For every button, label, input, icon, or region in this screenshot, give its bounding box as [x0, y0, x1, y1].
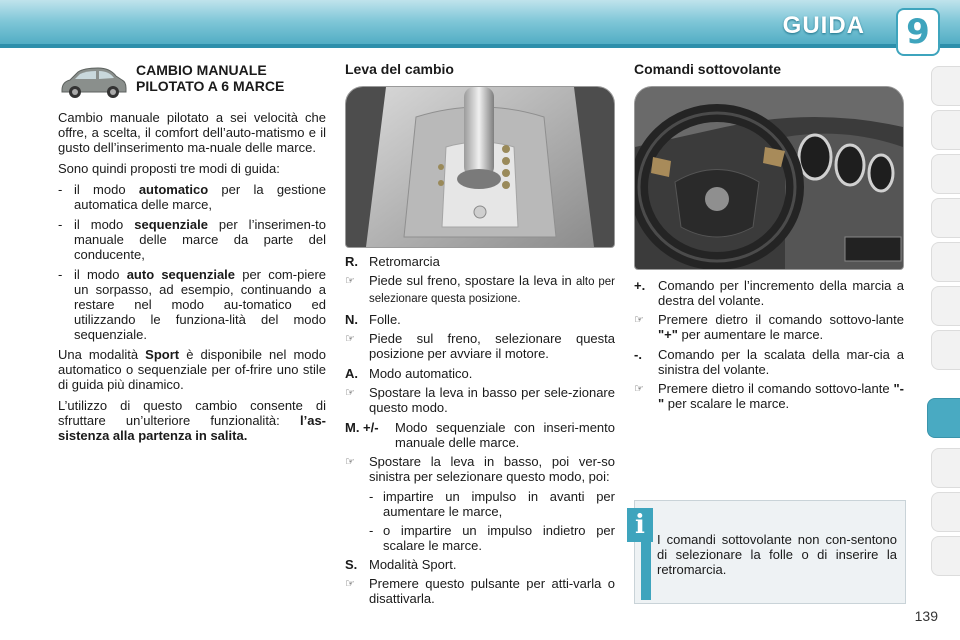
sub-step-up: - impartire un impulso in avanti per aumentare le marce,	[369, 489, 615, 519]
pointing-hand-icon: ☞	[345, 455, 355, 468]
modes-intro: Sono quindi proposti tre modi di guida:	[58, 161, 280, 176]
chapter-number-badge	[898, 10, 938, 54]
side-tab-strip	[928, 66, 960, 576]
def-n: N. Folle.	[345, 312, 401, 327]
def-a: A. Modo automatico.	[345, 366, 473, 381]
side-tab-2[interactable]	[931, 110, 960, 150]
def-r: R. Retromarcia	[345, 254, 440, 269]
mode-item-sequenziale: - il modo sequenziale per l’inserimen-to manuale delle marce da parte del conducente,	[58, 217, 326, 262]
step-minus: ☞ Premere dietro il comando sottovo-lante "-" per scalare le marce.	[634, 381, 904, 411]
side-tab-3[interactable]	[931, 154, 960, 194]
left-column	[58, 110, 326, 449]
side-tab-9-active[interactable]	[927, 398, 960, 438]
pointing-hand-icon: ☞	[345, 332, 355, 345]
mode-item-auto-sequenziale: - il modo auto sequenziale per com-piere un sorpasso, ad esempio, continuando a restare nel modo au-tomatico ed utilizzando le funziona-lità del modo sequenziale.	[58, 267, 327, 342]
step-r: ☞ Piede sul freno, spostare la leva in alto per selezionare questa posizione.	[345, 273, 615, 305]
gear-lever-illustration	[346, 87, 614, 247]
side-tab-6[interactable]	[931, 286, 960, 326]
left-title-block	[136, 62, 336, 94]
header-stripe	[0, 44, 960, 48]
middle-title-block	[345, 62, 615, 85]
paddle-title: Comandi sottovolante	[634, 61, 782, 77]
step-n: ☞ Piede sul freno, selezionare questa posizione per avviare il motore.	[345, 331, 615, 361]
sport-paragraph: Una modalità Sport è disponibile nel modo automatico o sequenziale per of-frire uno stile di guida più dinamico.	[58, 347, 326, 392]
side-tab-11[interactable]	[931, 492, 960, 532]
def-m: M. +/- Modo sequenziale con inseri-mento manuale delle marce.	[345, 420, 615, 450]
step-a: ☞ Spostare la leva in basso per sele-zionare questo modo.	[345, 385, 615, 415]
side-tab-7[interactable]	[931, 330, 960, 370]
steering-wheel-illustration	[635, 87, 903, 269]
side-tab-4[interactable]	[931, 198, 960, 238]
pointing-hand-icon: ☞	[634, 382, 644, 395]
side-tab-5[interactable]	[931, 242, 960, 282]
gear-lever-title: Leva del cambio	[345, 61, 454, 77]
side-tab-12[interactable]	[931, 536, 960, 576]
left-title-line1: CAMBIO MANUALE	[136, 62, 267, 78]
def-plus: +. Comando per l’incremento della marcia a destra del volante.	[634, 278, 904, 308]
gear-lever-photo	[345, 86, 615, 248]
step-m: ☞ Spostare la leva in basso, poi ver-so sinistra per selezionare questo modo, poi:	[345, 454, 615, 484]
car-icon	[58, 64, 128, 100]
chapter-title: GUIDA	[782, 12, 865, 39]
hill-assist-paragraph: L’utilizzo di questo cambio consente di sfruttare un’ulteriore funzionalità: l’as-sistenza alla partenza in salita.	[58, 398, 326, 443]
intro-paragraph: Cambio manuale pilotato a sei velocità che offre, a scelta, il comfort dell’auto-matismo e il gusto dell’inserimento ma-nuale delle marce.	[58, 110, 326, 155]
info-text: I comandi sottovolante non con-sentono di selezionare la folle o di inserire la retromarcia.	[657, 532, 897, 577]
page-number: 139	[914, 608, 938, 624]
step-plus: ☞ Premere dietro il comando sottovo-lante "+" per aumentare le marce.	[634, 312, 904, 342]
steering-wheel-photo	[634, 86, 904, 270]
def-s: S. Modalità Sport.	[345, 557, 457, 572]
left-title-line2: PILOTATO A 6 MARCE	[136, 78, 285, 94]
pointing-hand-icon: ☞	[345, 274, 355, 287]
chapter-number: 9	[906, 12, 930, 52]
mode-item-automatico: - il modo automatico per la gestione automatica delle marce,	[58, 182, 326, 212]
def-minus: -. Comando per la scalata della mar-cia a sinistra del volante.	[634, 347, 904, 377]
info-icon: i	[627, 508, 653, 542]
info-box-accent-bar	[641, 540, 651, 600]
pointing-hand-icon: ☞	[345, 577, 355, 590]
side-tab-10[interactable]	[931, 448, 960, 488]
step-s: ☞ Premere questo pulsante per atti-varla o disattivarla.	[345, 576, 615, 606]
pointing-hand-icon: ☞	[345, 386, 355, 399]
side-tab-1[interactable]	[931, 66, 960, 106]
pointing-hand-icon: ☞	[634, 313, 644, 326]
right-column	[634, 278, 904, 416]
sub-step-down: - o impartire un impulso indietro per scalare le marce.	[369, 523, 615, 553]
middle-column	[345, 254, 615, 611]
right-title-block	[634, 62, 904, 85]
